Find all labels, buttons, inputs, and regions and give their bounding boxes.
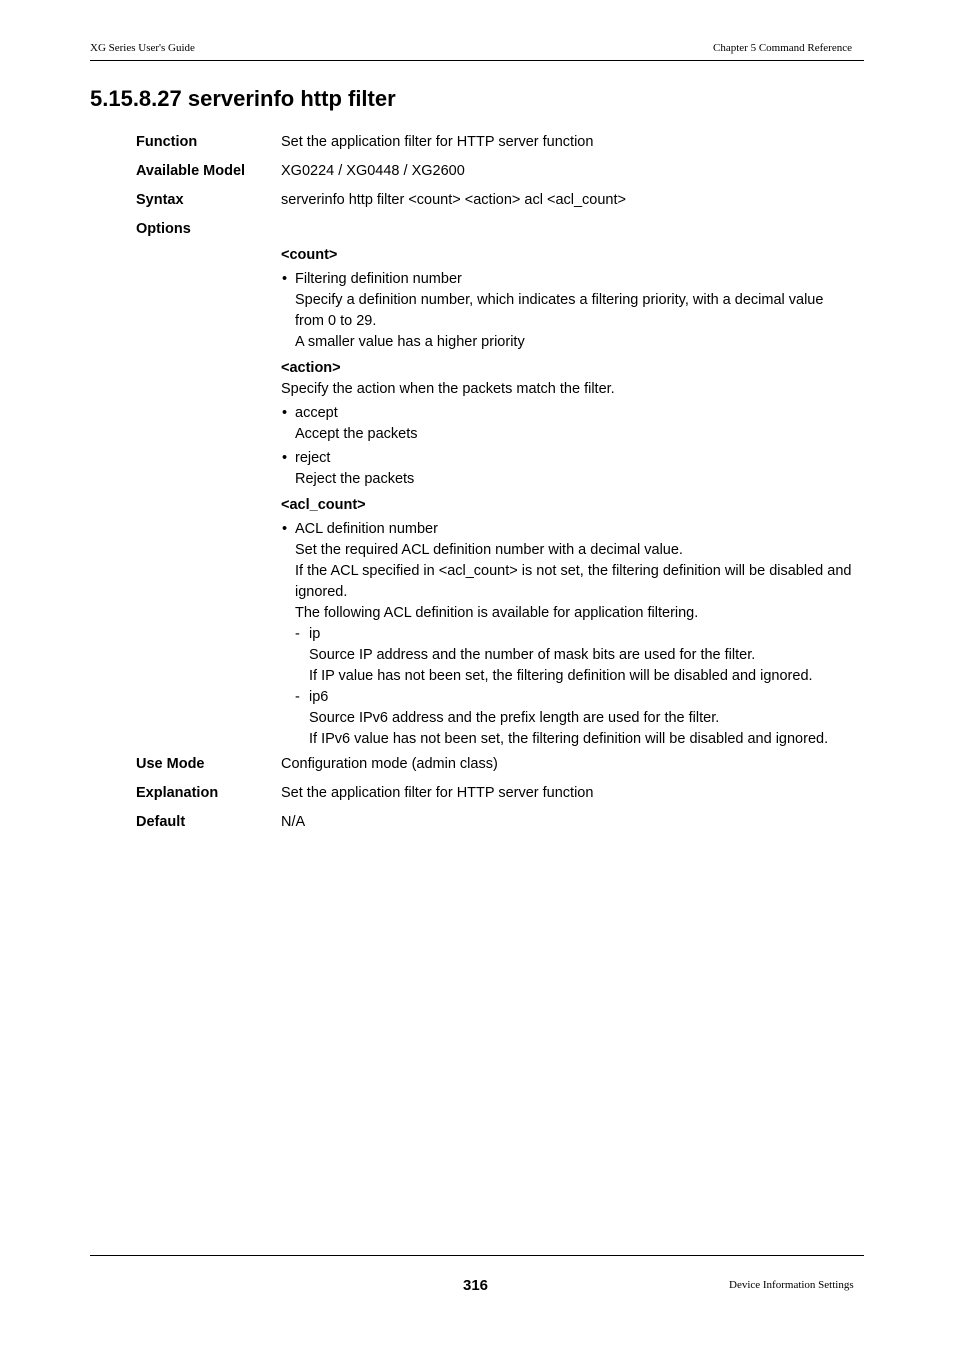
option-action-intro: Specify the action when the packets match the filter. (281, 381, 615, 397)
acl-subitem-ip: - ip (281, 624, 864, 645)
acl-subitem-ip6-desc-2: If IPv6 value has not been set, the filtering definition will be disabled and ignored. (309, 731, 829, 747)
header-divider (90, 60, 864, 61)
page-number: 316 (463, 1277, 489, 1294)
explanation-value: Set the application filter for HTTP server function (281, 785, 594, 801)
option-acl-count-desc-1: Set the required ACL definition number with a decimal value. (295, 542, 683, 558)
available-model-label: Available Model (136, 163, 246, 179)
acl-subitem-ip-desc-2: If IP value has not been set, the filtering definition will be disabled and ignored. (309, 668, 813, 684)
use-mode-label: Use Mode (136, 756, 205, 772)
function-label: Function (136, 134, 198, 150)
available-model-value: XG0224 / XG0448 / XG2600 (281, 163, 465, 179)
default-label: Default (136, 814, 186, 830)
acl-subitem-ip6: - ip6 (281, 687, 864, 708)
option-action-reject: • reject (281, 448, 864, 469)
header-chapter-title: Chapter 5 Command Reference (713, 42, 852, 54)
option-count-desc-2: from 0 to 29. (295, 313, 377, 329)
explanation-label: Explanation (136, 785, 219, 801)
option-acl-count-desc-3: ignored. (295, 584, 348, 600)
header-guide-title: XG Series User's Guide (90, 42, 195, 54)
option-acl-count-bullet: • ACL definition number (281, 519, 864, 540)
default-value: N/A (281, 814, 306, 830)
option-count-desc-3: A smaller value has a higher priority (295, 334, 525, 350)
option-action-name: <action> (281, 360, 341, 376)
option-action-accept: • accept (281, 403, 864, 424)
option-count-name: <count> (281, 247, 338, 263)
option-count-desc-1: Specify a definition number, which indicates a filtering priority, with a decimal value (295, 292, 824, 308)
options-label: Options (136, 221, 191, 237)
footer-divider (90, 1255, 864, 1256)
option-count-bullet: • Filtering definition number (281, 269, 864, 290)
option-action-accept-desc: Accept the packets (295, 426, 418, 442)
option-acl-count-name: <acl_count> (281, 497, 366, 513)
function-value: Set the application filter for HTTP server function (281, 134, 594, 150)
option-acl-count-desc-4: The following ACL definition is available for application filtering. (295, 605, 699, 621)
section-title: 5.15.8.27 serverinfo http filter (90, 86, 396, 111)
option-action-reject-desc: Reject the packets (295, 471, 415, 487)
options-block (281, 244, 864, 750)
syntax-label: Syntax (136, 192, 184, 208)
acl-subitem-ip6-desc-1: Source IPv6 address and the prefix length are used for the filter. (309, 710, 720, 726)
option-acl-count-desc-2: If the ACL specified in <acl_count> is not set, the filtering definition will be disabled and (295, 563, 852, 579)
syntax-value: serverinfo http filter <count> <action> acl <acl_count> (281, 192, 626, 208)
use-mode-value: Configuration mode (admin class) (281, 756, 498, 772)
footer-section-title: Device Information Settings (729, 1279, 854, 1291)
acl-subitem-ip-desc-1: Source IP address and the number of mask bits are used for the filter. (309, 647, 756, 663)
